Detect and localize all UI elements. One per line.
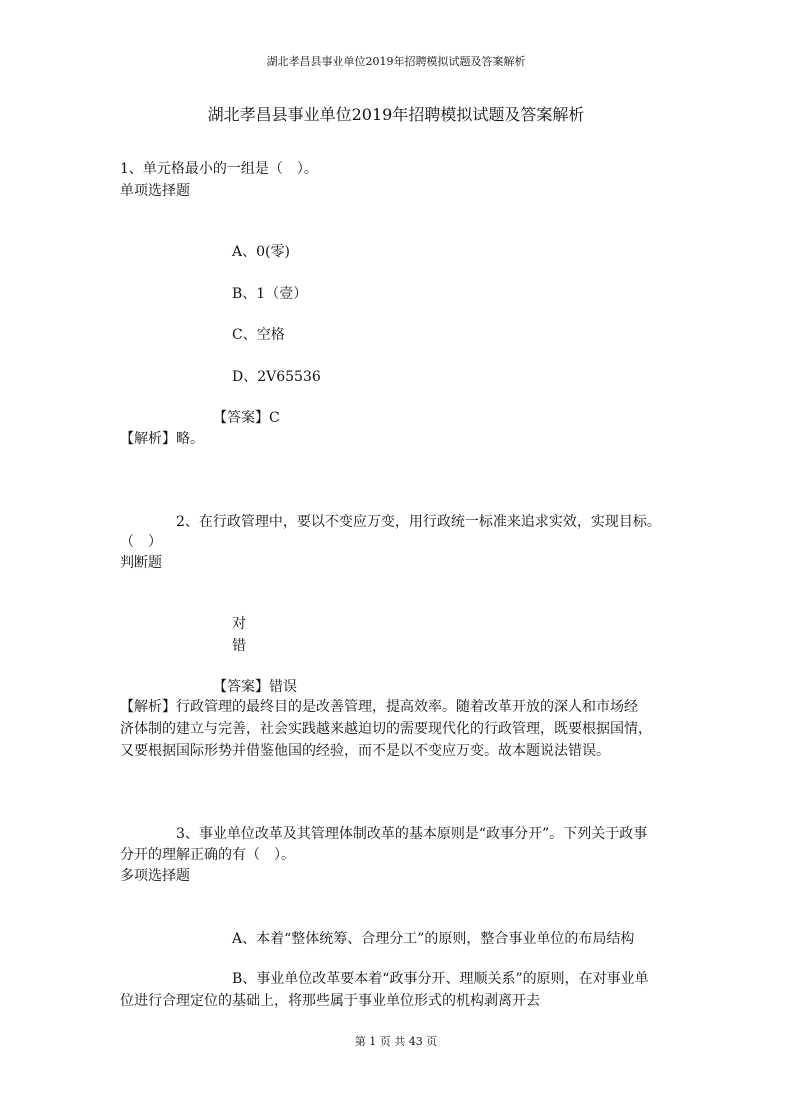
question-1-option-c: C、空格 bbox=[232, 327, 285, 343]
page-title: 湖北孝昌县事业单位2019年招聘模拟试题及答案解析 bbox=[207, 105, 585, 124]
question-1-analysis: 【解析】略。 bbox=[120, 431, 204, 447]
page-number-footer: 第 1 页 共 43 页 bbox=[354, 1035, 438, 1048]
question-2-analysis-line-3: 又要根据国际形势并借鉴他国的经验，而不是以不变应万变。故本题说法错误。 bbox=[120, 743, 610, 759]
question-2-analysis-line-1: 【解析】行政管理的最终目的是改善管理，提高效率。随着改革开放的深人和市场经 bbox=[120, 699, 638, 715]
question-1-option-a: A、0(零) bbox=[232, 244, 290, 260]
question-1-answer: 【答案】C bbox=[213, 410, 280, 426]
question-1-type: 单项选择题 bbox=[120, 183, 190, 199]
question-1-option-d: D、2V65536 bbox=[232, 369, 321, 385]
question-3-option-b-line-2: 位进行合理定位的基础上，将那些属于事业单位形式的机构剥离开去 bbox=[120, 993, 540, 1009]
question-2-analysis-line-2: 济体制的建立与完善，社会实践越来越迫切的需要现代化的行政管理，既要根据国情， bbox=[120, 721, 652, 737]
running-header: 湖北孝昌县事业单位2019年招聘模拟试题及答案解析 bbox=[266, 55, 526, 68]
question-2-answer: 【答案】错误 bbox=[213, 679, 297, 695]
question-3-stem-line-2: 分开的理解正确的有（ ）。 bbox=[120, 847, 295, 863]
question-2-option-true: 对 bbox=[232, 616, 246, 632]
question-3-option-b-line-1: B、事业单位改革要本着“政事分开、理顺关系”的原则，在对事业单 bbox=[232, 971, 649, 987]
question-3-option-a: A、本着“整体统筹、合理分工”的原则，整合事业单位的布局结构 bbox=[232, 931, 635, 947]
question-2-option-false: 错 bbox=[232, 638, 246, 654]
question-1-option-b: B、1（壹） bbox=[232, 286, 308, 302]
question-3-type: 多项选择题 bbox=[120, 868, 190, 884]
question-2-stem-line-1: 2、在行政管理中，要以不变应万变，用行政统一标准来追求实效，实现目标。 bbox=[176, 514, 661, 530]
question-2-stem-line-2: （ ） bbox=[120, 534, 162, 550]
question-2-type: 判断题 bbox=[120, 555, 162, 571]
question-1-stem: 1、单元格最小的一组是（ ）。 bbox=[120, 161, 318, 177]
question-3-stem-line-1: 3、事业单位改革及其管理体制改革的基本原则是“政事分开”。下列关于政事 bbox=[176, 826, 648, 842]
